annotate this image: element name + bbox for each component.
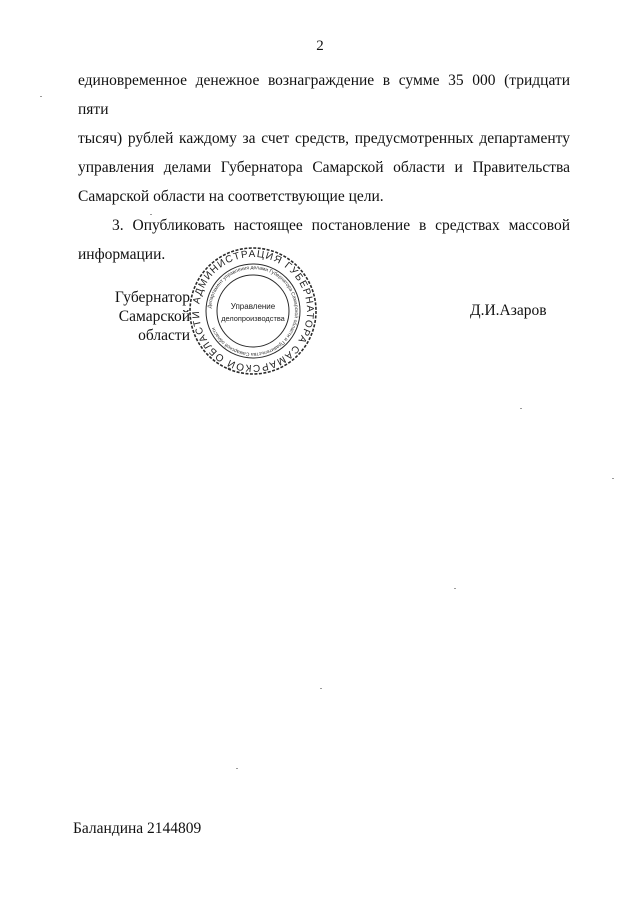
text-line: 3. Опубликовать настоящее постановление в средствах массовой bbox=[112, 217, 570, 234]
signatory-title bbox=[70, 288, 190, 345]
text-line: тысяч) рублей каждому за счет средств, предусмотренных департаменту bbox=[78, 130, 570, 147]
text-line: Самарской области на соответствующие цели. bbox=[78, 188, 384, 205]
signatory-name: Д.И.Азаров bbox=[470, 302, 547, 319]
signatory-title-line: Самарской области bbox=[118, 308, 190, 344]
seal-center-line-2: делопроизводства bbox=[221, 314, 285, 323]
body-text bbox=[78, 66, 570, 269]
seal-center-line-1: Управление bbox=[230, 302, 276, 311]
scan-speck bbox=[40, 96, 42, 97]
scan-speck bbox=[454, 588, 456, 589]
seal-graphic bbox=[188, 246, 318, 376]
scan-speck bbox=[520, 408, 522, 409]
paragraph-award bbox=[78, 66, 570, 211]
scan-speck bbox=[612, 478, 614, 479]
seal-outer-text: АДМИНИСТРАЦИЯ ГУБЕРНАТОРА САМАРСКОЙ ОБЛАСТИ bbox=[190, 248, 316, 374]
page-number: 2 bbox=[316, 38, 324, 54]
scan-speck bbox=[150, 214, 152, 215]
paragraph-publish bbox=[78, 211, 570, 269]
text-line: единовременное денежное вознаграждение в сумме 35 000 (тридцати пяти bbox=[78, 72, 570, 118]
scan-speck bbox=[236, 768, 238, 769]
text-line: управления делами Губернатора Самарской области и Правительства bbox=[78, 159, 570, 176]
text-line: информации. bbox=[78, 246, 166, 263]
signatory-title-line: Губернатор bbox=[114, 289, 190, 306]
scan-speck bbox=[320, 688, 322, 689]
seal-inner-text: Департамент управления делами Губернатора Самарской области и Правительства Самарской области bbox=[207, 264, 300, 358]
official-seal bbox=[188, 246, 318, 376]
executor-contact: Баландина 2144809 bbox=[73, 820, 202, 837]
